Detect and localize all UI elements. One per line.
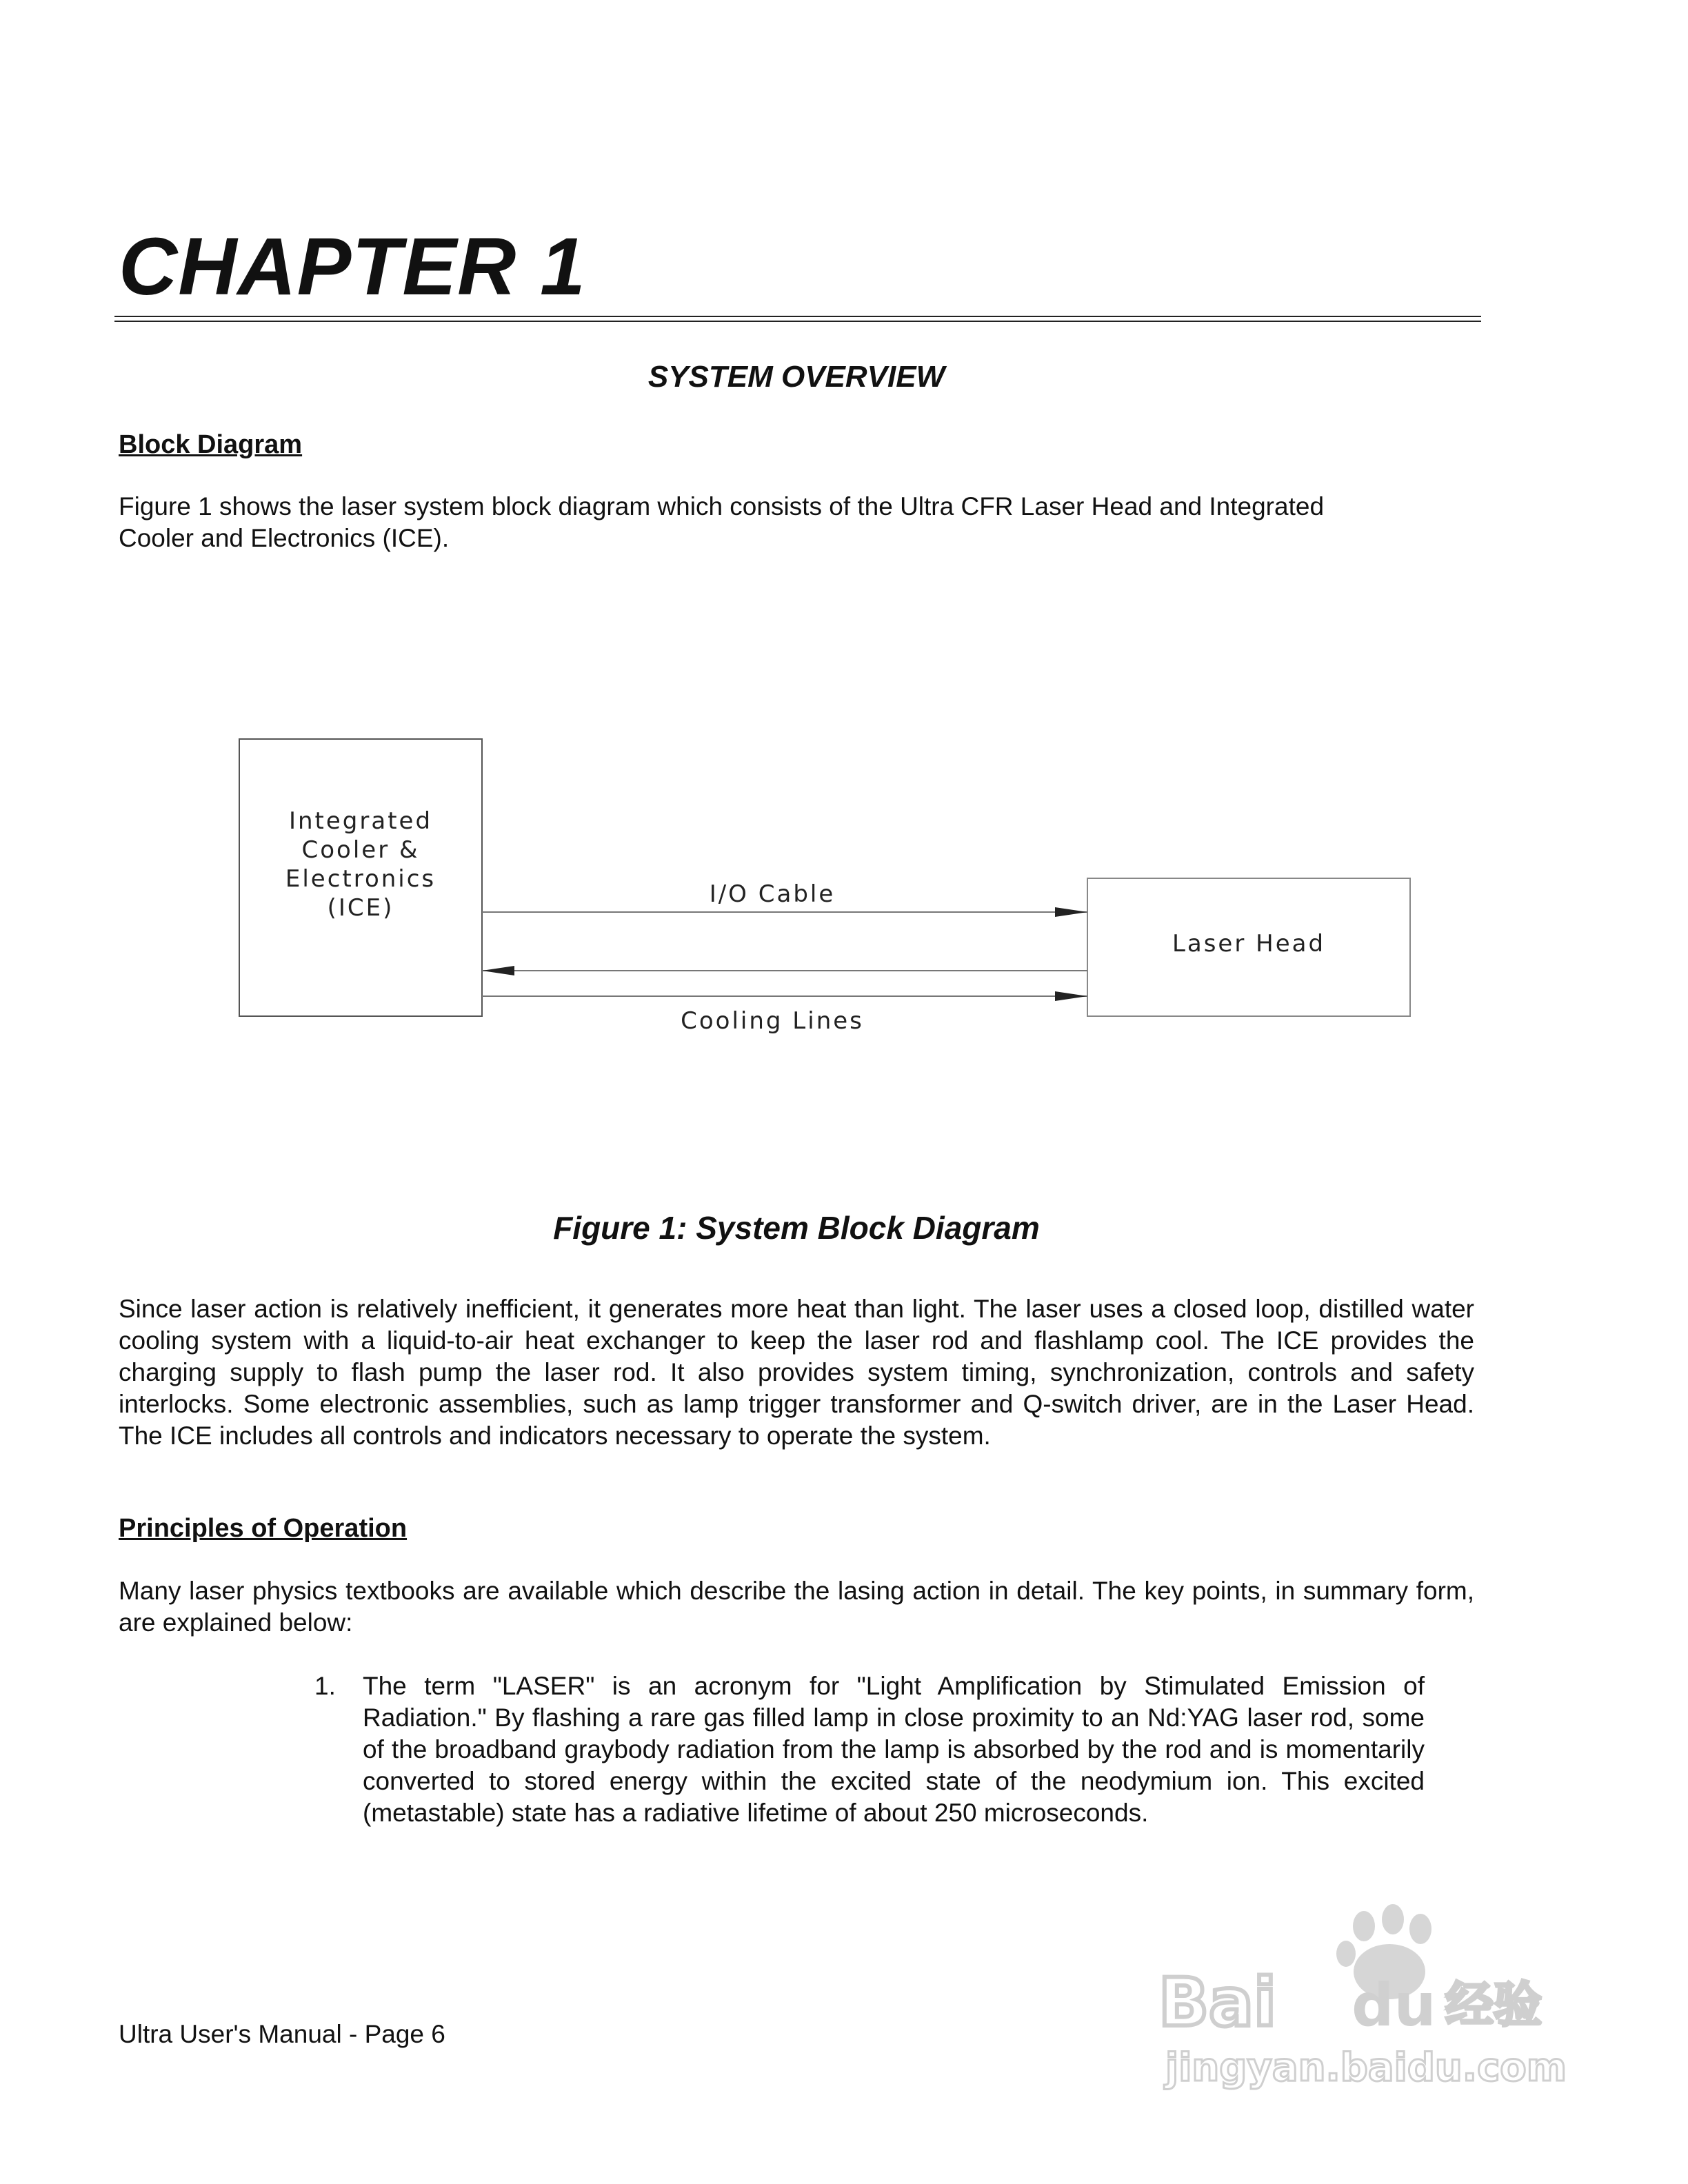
svg-text:du: du — [1352, 1971, 1436, 2040]
ice-box-line-3: Electronics — [285, 865, 436, 893]
cooling-return-arrowhead — [482, 966, 514, 975]
chapter-rule-bottom — [114, 321, 1481, 322]
ice-box-line-4: (ICE) — [327, 894, 394, 922]
principles-intro: Many laser physics textbooks are available which describe the lasing action in detail. The key points, in summary form, are explained below: — [119, 1577, 1474, 1637]
block-diagram-intro — [119, 491, 1474, 554]
chapter-rule-top — [114, 316, 1481, 317]
block-diagram-heading: Block Diagram — [119, 430, 303, 459]
list-item-number: 1. — [314, 1672, 336, 1700]
principles-heading: Principles of Operation — [119, 1514, 408, 1543]
cooling-lines-label: Cooling Lines — [681, 1007, 864, 1035]
io-cable-label: I/O Cable — [709, 880, 836, 908]
svg-text:Bai: Bai — [1158, 1964, 1276, 2041]
cooling-supply-arrowhead — [1055, 991, 1087, 1001]
ice-box-line-2: Cooler & — [301, 836, 420, 864]
svg-text:经验: 经验 — [1445, 1976, 1542, 2033]
chapter-title: CHAPTER 1 — [119, 221, 586, 312]
section-title: SYSTEM OVERVIEW — [647, 360, 945, 394]
laser-head-label: Laser Head — [1172, 930, 1326, 958]
intro-line-1: Figure 1 shows the laser system block diagram which consists of the Ultra CFR Laser Head and Integrated — [119, 492, 1325, 520]
system-block-diagram — [228, 724, 1455, 1096]
io-cable-arrowhead — [1055, 907, 1087, 917]
intro-line-2: Cooler and Electronics (ICE). — [119, 524, 450, 552]
svg-text:jingyan.baidu.com: jingyan.baidu.com — [1165, 2045, 1567, 2090]
explanation-paragraph: Since laser action is relatively inefficient, it generates more heat than light. The laser uses a closed loop, distilled water cooling system with a liquid-to-air heat exchanger to keep the laser rod and flashlamp cool. The ICE provides the charging supply to flash pump the laser rod. It also provides system timing, synchronization, controls and safety interlocks. Some electronic assemblies, such as lamp trigger transformer and Q-switch driver, are in the Laser Head. The ICE includes all controls and indicators necessary to operate the system. — [119, 1295, 1474, 1450]
baidu-watermark-logo — [1145, 1903, 1586, 2096]
list-item-text: The term "LASER" is an acronym for "Light Amplification by Stimulated Emission of Radiation." By flashing a rare gas filled lamp in close proximity to an Nd:YAG laser rod, some of the broadband graybody radiation from the lamp is absorbed by the rod and is momentarily converted to stored energy within the excited state of the neodymium ion. This excited (metastable) state has a radiative lifetime of about 250 microseconds. — [363, 1672, 1425, 1827]
ice-box-line-1: Integrated — [288, 807, 433, 835]
page-footer: Ultra User's Manual - Page 6 — [119, 2020, 445, 2048]
figure-caption: Figure 1: System Block Diagram — [553, 1210, 1040, 1246]
